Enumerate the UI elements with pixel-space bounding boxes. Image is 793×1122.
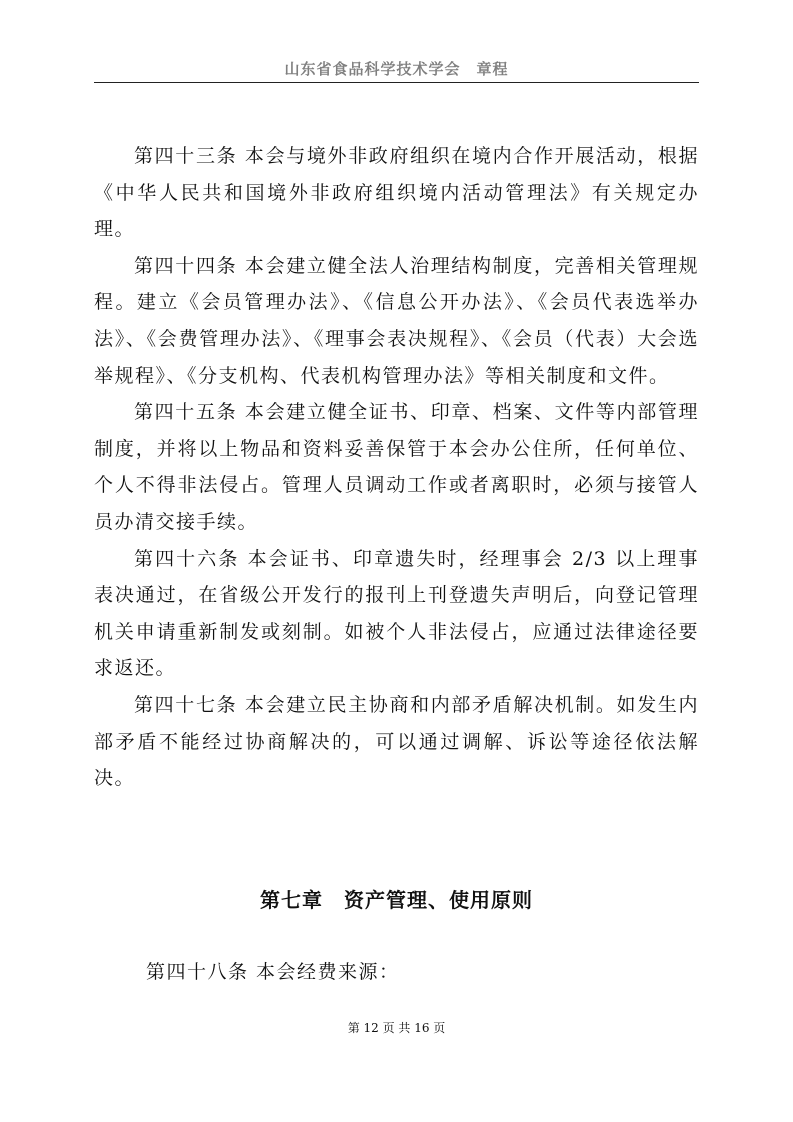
chapter-heading: 第七章 资产管理、使用原则 — [260, 888, 533, 912]
article-44: 第四十四条 本会建立健全法人治理结构制度，完善相关管理规程。建立《会员管理办法》、《信息公开办法》、《会员代表选举办法》、《会费管理办法》、《理事会表决规程》、《会员（代表）大会选举规程》、《分支机构、代表机构管理办法》等相关制度和文件。 — [94, 254, 699, 387]
article-48: 第四十八条 本会经费来源： — [146, 961, 400, 983]
article-46: 第四十六条 本会证书、印章遗失时，经理事会 2/3 以上理事表决通过，在省级公开发行的报刊上刊登遗失声明后，向登记管理机关申请重新制发或刻制。如被个人非法侵占，应通过法律途径要求返还。 — [94, 547, 699, 680]
article-45: 第四十五条 本会建立健全证书、印章、档案、文件等内部管理制度，并将以上物品和资料妥善保管于本会办公住所，任何单位、个人不得非法侵占。管理人员调动工作或者离职时，必须与接管人员办清交接手续。 — [94, 401, 699, 533]
body-text — [94, 138, 699, 797]
header-rule — [94, 82, 699, 83]
article-43: 第四十三条 本会与境外非政府组织在境内合作开展活动，根据《中华人民共和国境外非政府组织境内活动管理法》有关规定办理。 — [94, 145, 699, 241]
article-47: 第四十七条 本会建立民主协商和内部矛盾解决机制。如发生内部矛盾不能经过协商解决的，可以通过调解、诉讼等途径依法解决。 — [94, 693, 699, 790]
running-header: 山东省食品科学技术学会 章程 — [284, 60, 509, 78]
page-number: 第 12 页 共 16 页 — [347, 1021, 446, 1035]
